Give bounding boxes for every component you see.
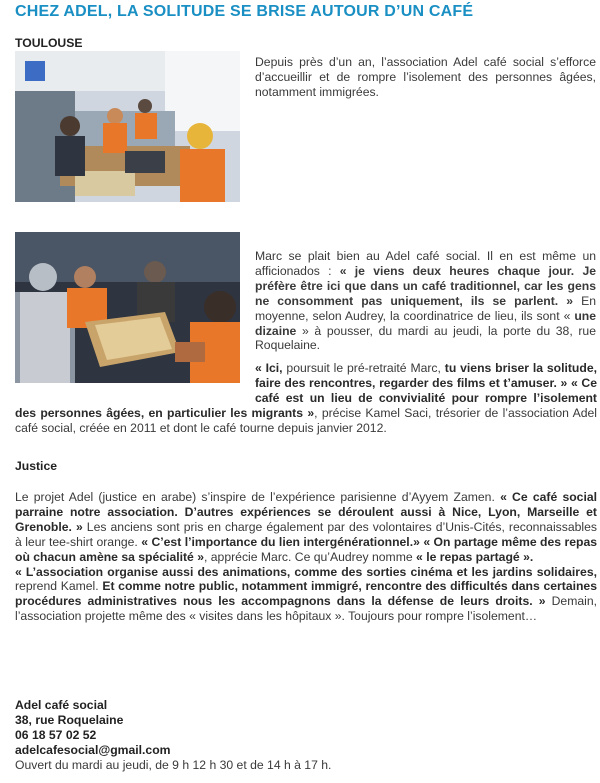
contact-email[interactable]: adelcafesocial@gmail.com	[15, 742, 171, 757]
contact-block	[15, 698, 331, 773]
contact-hours: Ouvert du mardi au jeudi, de 9 h 12 h 30 et de 14 h à 17 h.	[15, 757, 332, 772]
contact-name: Adel café social	[15, 698, 108, 712]
section-heading-justice: Justice	[15, 459, 58, 473]
para-marc: Marc se plait bien au Adel café social. Il en est même un afficionados : « je viens deux heures chaque jour. Je préfère être ici que dans un café traditionnel, car les gens ne consomment pas uniquement, ils se parlent. » En moyenne, selon Audrey, la coordinatrice de lieu, ils sont « une dizaine » à pousser, du mardi au jeudi, la porte du 38, rue Roquelaine.	[255, 249, 597, 353]
intro-paragraph: Depuis près d’un an, l’association Adel café social s’efforce d’accueillir et de rompre l’isolement des personnes âgées, notamment immigrées.	[255, 55, 596, 99]
contact-phone: 06 18 57 02 52	[15, 727, 97, 742]
dateline: TOULOUSE	[15, 36, 83, 50]
para-convivialite: « Ici, poursuit le pré-retraité Marc, tu viens briser la solitude, faire des rencontres, regarder des films et t’amuser. » « Ce café est un lieu de convivialité pour rompre l’isolement des personnes âgées, en particulier les migrants », précise Kamel Saci, trésorier de l’association Adel café social, créée en 2011 et dont le café tourne depuis janvier 2012.	[15, 361, 597, 435]
para-justice: Le projet Adel (justice en arabe) s’inspire de l’expérience parisienne d’Ayyem Zamen. « Ce café social parraine notre association. D’autres expériences se déroulent aussi à Nice, Lyon, Marseille et Grenoble. » Les anciens sont pris en charge également par des volontaires d’Unis-Cités, reconnaissables à leur tee-shirt orange. « C’est l’importance du lien intergénérationnel.» « On partage même des repas où chacun amène sa spécialité », apprécie Marc. Ce qu’Audrey nomme « le repas partagé ». « L’association organise aussi des animations, comme des sorties cinéma et les jardins solidaires, reprend Kamel. Et comme notre public, notamment immigré, rencontre des difficultés dans certaines procédures administratives nous les accompagnons dans la défense de leurs droits. » Demain, l’association projette même des « visites dans les hôpitaux ». Toujours pour rompre l’isolement…	[15, 490, 597, 624]
article-title: CHEZ ADEL, LA SOLITUDE SE BRISE AUTOUR D’UN CAFÉ	[15, 3, 474, 20]
cafe-photo-1	[15, 51, 240, 202]
contact-address: 38, rue Roquelaine	[15, 712, 124, 727]
